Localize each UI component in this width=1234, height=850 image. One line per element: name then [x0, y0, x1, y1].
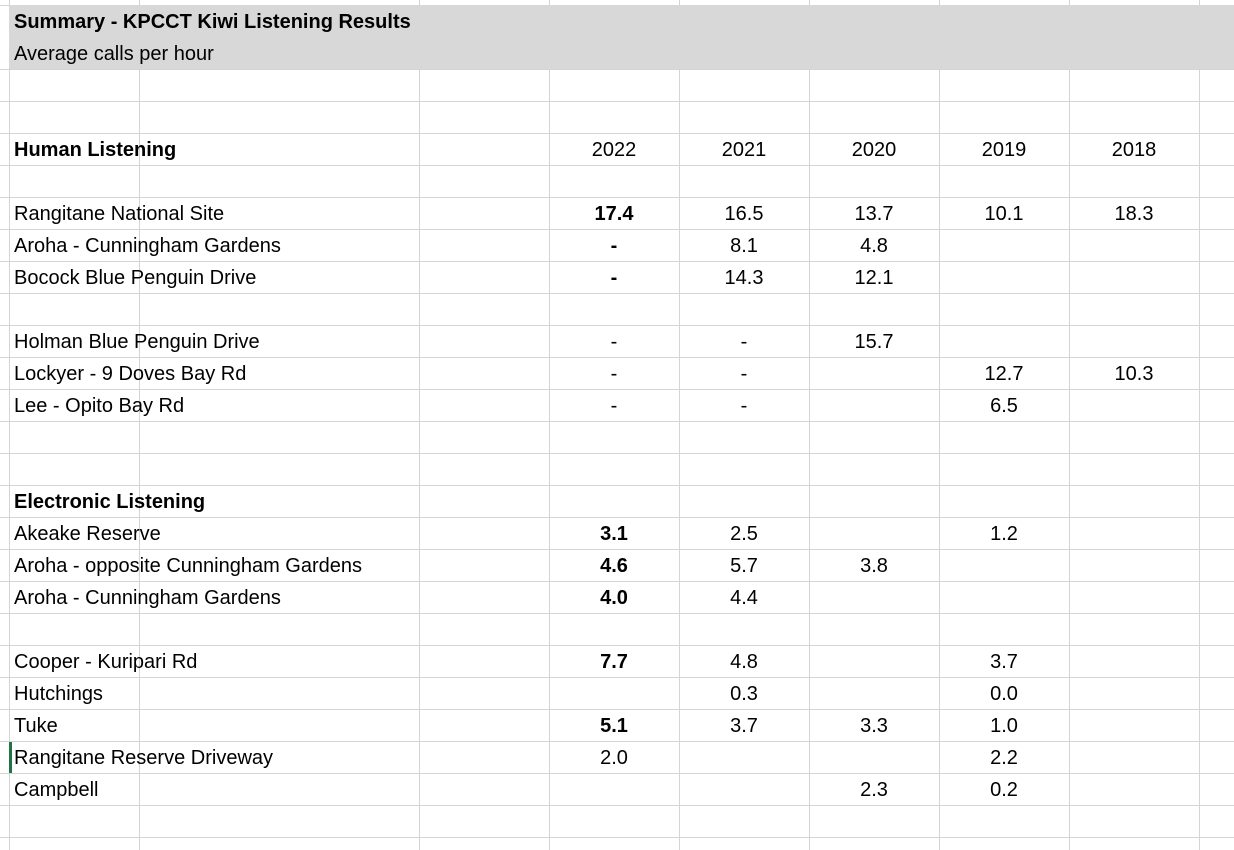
- value-cell[interactable]: 0.2: [990, 779, 1018, 801]
- value-cell[interactable]: -: [740, 395, 748, 417]
- value-cell[interactable]: 12.7: [984, 363, 1024, 385]
- row-label[interactable]: Hutchings: [14, 683, 103, 705]
- value-cell[interactable]: -: [610, 395, 618, 417]
- value-cell[interactable]: 2.3: [860, 779, 888, 801]
- value-cell[interactable]: 5.1: [600, 715, 628, 737]
- value-cell[interactable]: 4.6: [600, 555, 628, 577]
- value-cell[interactable]: 13.7: [854, 203, 894, 225]
- grid-column-line: [419, 0, 420, 850]
- row-label[interactable]: Aroha - Cunningham Gardens: [14, 587, 281, 609]
- value-cell[interactable]: 3.7: [730, 715, 758, 737]
- value-cell[interactable]: 18.3: [1114, 203, 1154, 225]
- row-label[interactable]: Bocock Blue Penguin Drive: [14, 267, 257, 289]
- value-cell[interactable]: 4.8: [860, 235, 888, 257]
- value-cell[interactable]: 10.3: [1114, 363, 1154, 385]
- value-cell[interactable]: 1.2: [990, 523, 1018, 545]
- selected-cell-indicator: [9, 742, 12, 773]
- value-cell[interactable]: 5.7: [730, 555, 758, 577]
- value-cell[interactable]: -: [740, 331, 748, 353]
- value-cell[interactable]: 17.4: [594, 203, 634, 225]
- sheet-subtitle[interactable]: Average calls per hour: [14, 43, 214, 65]
- value-cell[interactable]: 4.4: [730, 587, 758, 609]
- section-heading-human[interactable]: Human Listening: [14, 139, 177, 161]
- row-label[interactable]: Campbell: [14, 779, 99, 801]
- value-cell[interactable]: 4.8: [730, 651, 758, 673]
- value-cell[interactable]: 10.1: [984, 203, 1024, 225]
- value-cell[interactable]: -: [610, 363, 618, 385]
- value-cell[interactable]: 0.0: [990, 683, 1018, 705]
- value-cell[interactable]: -: [610, 331, 618, 353]
- sheet-title[interactable]: Summary - KPCCT Kiwi Listening Results: [14, 11, 411, 33]
- grid-row-line: [0, 101, 1234, 102]
- row-label[interactable]: Akeake Reserve: [14, 523, 161, 545]
- value-cell[interactable]: 1.0: [990, 715, 1018, 737]
- value-cell[interactable]: 3.7: [990, 651, 1018, 673]
- row-label[interactable]: Rangitane Reserve Driveway: [14, 747, 274, 769]
- year-header[interactable]: 2022: [591, 139, 637, 161]
- section-heading-electronic[interactable]: Electronic Listening: [14, 491, 206, 513]
- grid-column-line: [139, 0, 140, 850]
- year-header[interactable]: 2018: [1111, 139, 1157, 161]
- row-label[interactable]: Lee - Opito Bay Rd: [14, 395, 185, 417]
- value-cell[interactable]: 3.8: [860, 555, 888, 577]
- value-cell[interactable]: 6.5: [990, 395, 1018, 417]
- row-label[interactable]: Aroha - opposite Cunningham Gardens: [14, 555, 362, 577]
- value-cell[interactable]: 2.2: [990, 747, 1018, 769]
- value-cell[interactable]: 4.0: [600, 587, 628, 609]
- year-header[interactable]: 2021: [721, 139, 767, 161]
- row-label[interactable]: Rangitane National Site: [14, 203, 225, 225]
- value-cell[interactable]: 16.5: [724, 203, 764, 225]
- value-cell[interactable]: 2.0: [600, 747, 628, 769]
- row-label[interactable]: Lockyer - 9 Doves Bay Rd: [14, 363, 247, 385]
- value-cell[interactable]: 7.7: [600, 651, 628, 673]
- value-cell[interactable]: 2.5: [730, 523, 758, 545]
- value-cell[interactable]: -: [610, 267, 618, 289]
- grid-row-line: [0, 837, 1234, 838]
- value-cell[interactable]: 14.3: [724, 267, 764, 289]
- value-cell[interactable]: 3.1: [600, 523, 628, 545]
- grid-column-line: [1199, 0, 1200, 850]
- value-cell[interactable]: -: [610, 235, 618, 257]
- value-cell[interactable]: -: [740, 363, 748, 385]
- row-label[interactable]: Cooper - Kuripari Rd: [14, 651, 198, 673]
- grid-column-line: [9, 0, 10, 850]
- row-label[interactable]: Holman Blue Penguin Drive: [14, 331, 260, 353]
- value-cell[interactable]: 8.1: [730, 235, 758, 257]
- year-header[interactable]: 2020: [851, 139, 897, 161]
- row-label[interactable]: Aroha - Cunningham Gardens: [14, 235, 281, 257]
- value-cell[interactable]: 3.3: [860, 715, 888, 737]
- value-cell[interactable]: 12.1: [854, 267, 894, 289]
- value-cell[interactable]: 15.7: [854, 331, 894, 353]
- value-cell[interactable]: 0.3: [730, 683, 758, 705]
- grid-row-line: [0, 453, 1234, 454]
- row-label[interactable]: Tuke: [14, 715, 58, 737]
- year-header[interactable]: 2019: [981, 139, 1027, 161]
- grid-column-line: [1069, 0, 1070, 850]
